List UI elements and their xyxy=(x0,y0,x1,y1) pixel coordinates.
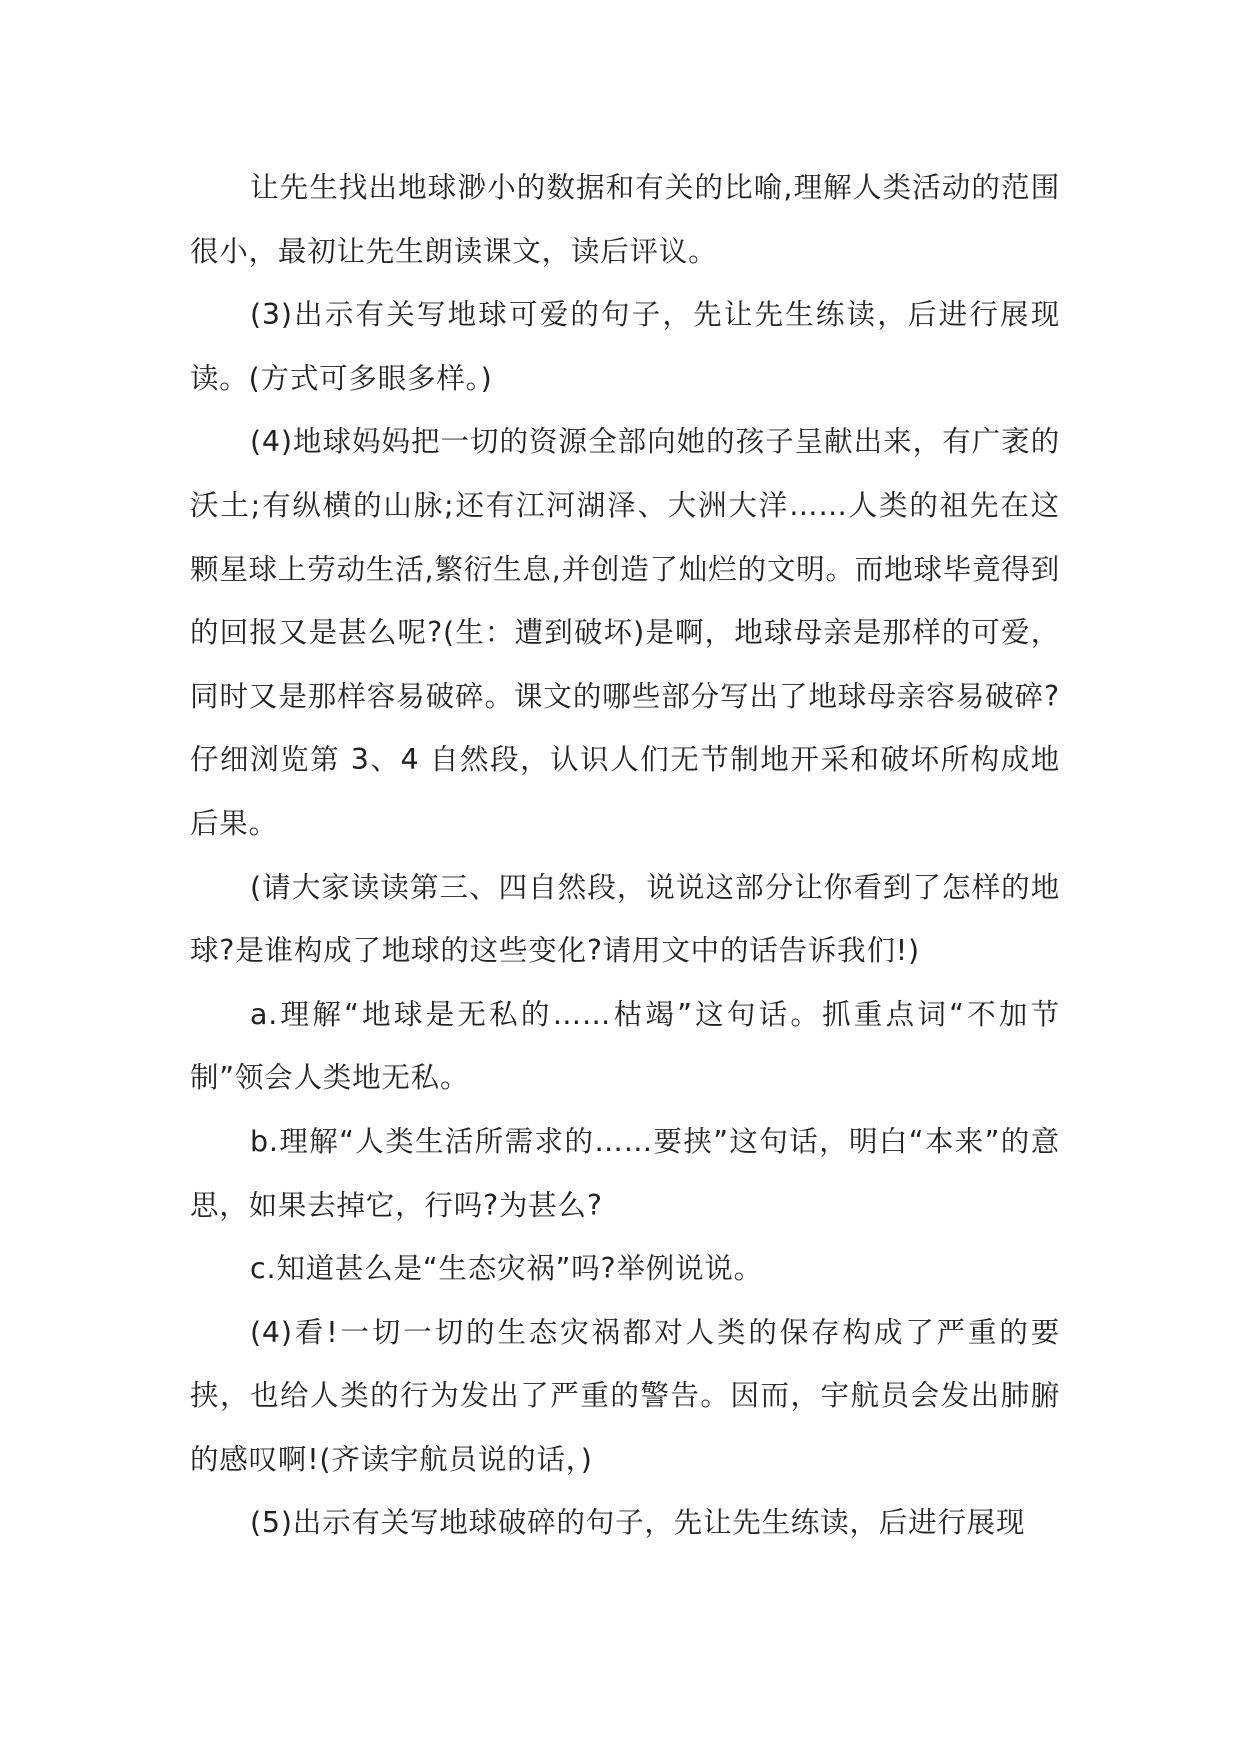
paragraph-2: (3)出示有关写地球可爱的句子，先让先生练读，后进行展现读。(方式可多眼多样。) xyxy=(190,298,1060,395)
paragraph-3: (4)地球妈妈把一切的资源全部向她的孩子呈献出来，有广袤的沃土;有纵横的山脉;还有江河湖泽、大洲大洋……人类的祖先在这颗星球上劳动生活,繁衍生息,并创造了灿烂的文明。而地球毕竟得到的回报又是甚么呢?(生：遭到破坏)是啊，地球母亲是那样的可爱，同时又是那样容易破碎。课文的哪些部分写出了地球母亲容易破碎?仔细浏览第 3、4 自然段，认识人们无节制地开采和破坏所构成地后果。 xyxy=(190,425,1060,840)
paragraph-4: (请大家读读第三、四自然段，说说这部分让你看到了怎样的地球?是谁构成了地球的这些变化?请用文中的话告诉我们!) xyxy=(190,870,1060,968)
paragraph-5: a.理解“地球是无私的……枯竭”这句话。抓重点词“不加节制”领会人类地无私。 xyxy=(190,997,1060,1095)
paragraph-9: (5)出示有关写地球破碎的句子，先让先生练读，后进行展现 xyxy=(250,1506,1026,1540)
paragraph-1: 让先生找出地球渺小的数据和有关的比喻,理解人类活动的范围很小，最初让先生朗读课文，读后评议。 xyxy=(190,171,1060,268)
paragraph-8: (4)看!一切一切的生态灾祸都对人类的保存构成了严重的要挟，也给人类的行为发出了严重的警告。因而，宇航员会发出肺腑的感叹啊!(齐读宇航员说的话，) xyxy=(190,1315,1060,1476)
document-body xyxy=(190,156,1060,1555)
paragraph-6: b.理解“人类生活所需求的……要挟”这句话，明白“本来”的意思，如果去掉它，行吗?为甚么? xyxy=(190,1124,1060,1222)
paragraph-7: c.知道甚么是“生态灾祸”吗?举例说说。 xyxy=(250,1252,763,1286)
